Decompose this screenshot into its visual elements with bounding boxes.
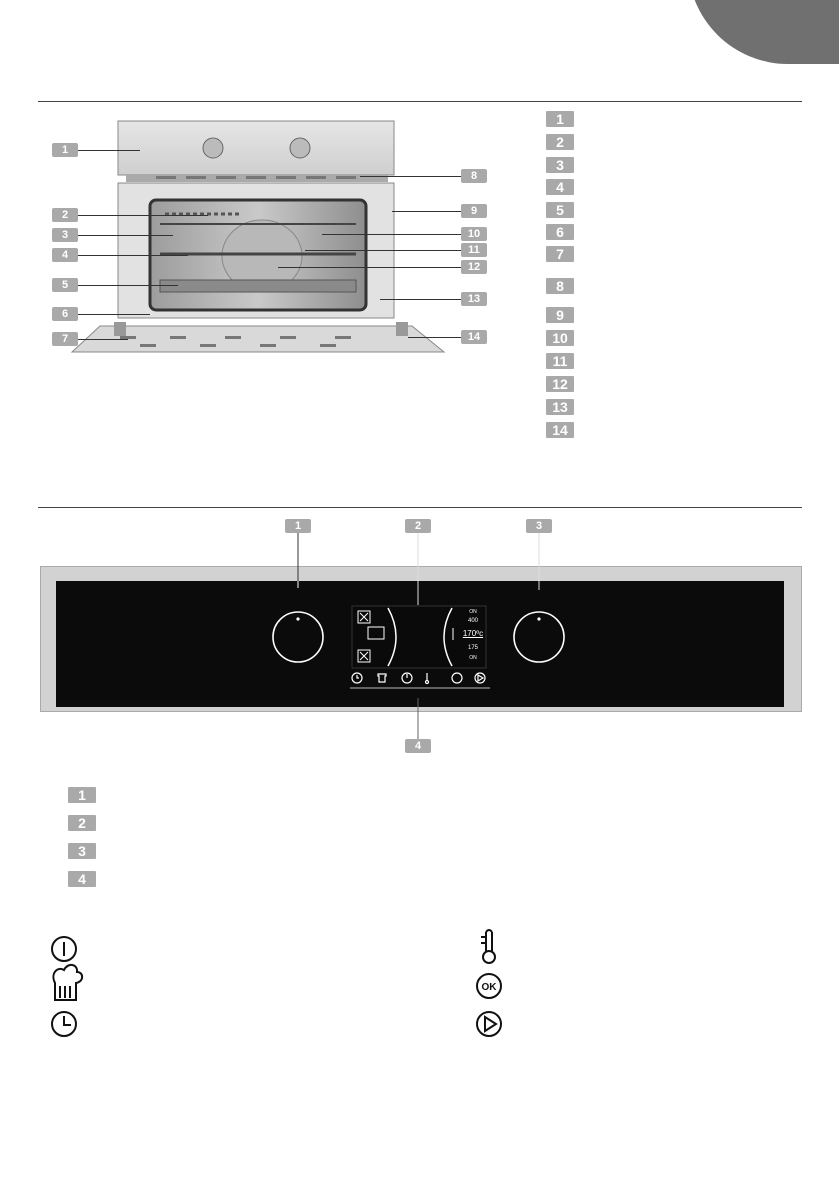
legend-badge-14: 14 xyxy=(546,422,574,438)
clock-icon xyxy=(52,1012,76,1036)
legend-badge-3: 3 xyxy=(546,157,574,173)
callout-3: 3 xyxy=(52,228,78,242)
thermometer-icon xyxy=(481,930,495,963)
callout-12: 12 xyxy=(461,260,487,274)
display-temperature: 170ºc xyxy=(462,629,484,638)
legend-badge-6: 6 xyxy=(546,224,574,240)
panel-callout-4: 4 xyxy=(405,739,431,753)
callout-11: 11 xyxy=(461,243,487,257)
panel-callout-1: 1 xyxy=(285,519,311,533)
legend-badge-1: 1 xyxy=(546,111,574,127)
display-line-4: 175 xyxy=(467,645,478,651)
svg-text:OK: OK xyxy=(481,982,497,993)
play-icon xyxy=(477,1012,501,1036)
panel-legend-badge-3: 3 xyxy=(68,843,96,859)
display-line-5: ON xyxy=(469,655,477,661)
callout-1: 1 xyxy=(52,143,78,157)
panel-legend-badge-1: 1 xyxy=(68,787,96,803)
legend-badge-10: 10 xyxy=(546,330,574,346)
legend-badge-4: 4 xyxy=(546,179,574,195)
legend-badge-12: 12 xyxy=(546,376,574,392)
callout-5: 5 xyxy=(52,278,78,292)
callout-8: 8 xyxy=(461,169,487,183)
legend-badge-9: 9 xyxy=(546,307,574,323)
callout-13: 13 xyxy=(461,292,487,306)
legend-badge-13: 13 xyxy=(546,399,574,415)
callout-14: 14 xyxy=(461,330,487,344)
chef-hat-icon xyxy=(53,965,82,1000)
callout-7: 7 xyxy=(52,332,78,346)
legend-badge-7: 7 xyxy=(546,246,574,262)
legend-badge-5: 5 xyxy=(546,202,574,218)
panel-callout-2: 2 xyxy=(405,519,431,533)
display-line-1: ON xyxy=(469,609,477,615)
legend-badge-11: 11 xyxy=(546,353,574,369)
panel-legend-badge-4: 4 xyxy=(68,871,96,887)
display-line-2: 400 xyxy=(467,618,478,624)
panel-callout-3: 3 xyxy=(526,519,552,533)
panel-legend-badge-2: 2 xyxy=(68,815,96,831)
callout-2: 2 xyxy=(52,208,78,222)
callout-10: 10 xyxy=(461,227,487,241)
legend-badge-8: 8 xyxy=(546,278,574,294)
callout-6: 6 xyxy=(52,307,78,321)
legend-badge-2: 2 xyxy=(546,134,574,150)
callout-4: 4 xyxy=(52,248,78,262)
callout-9: 9 xyxy=(461,204,487,218)
